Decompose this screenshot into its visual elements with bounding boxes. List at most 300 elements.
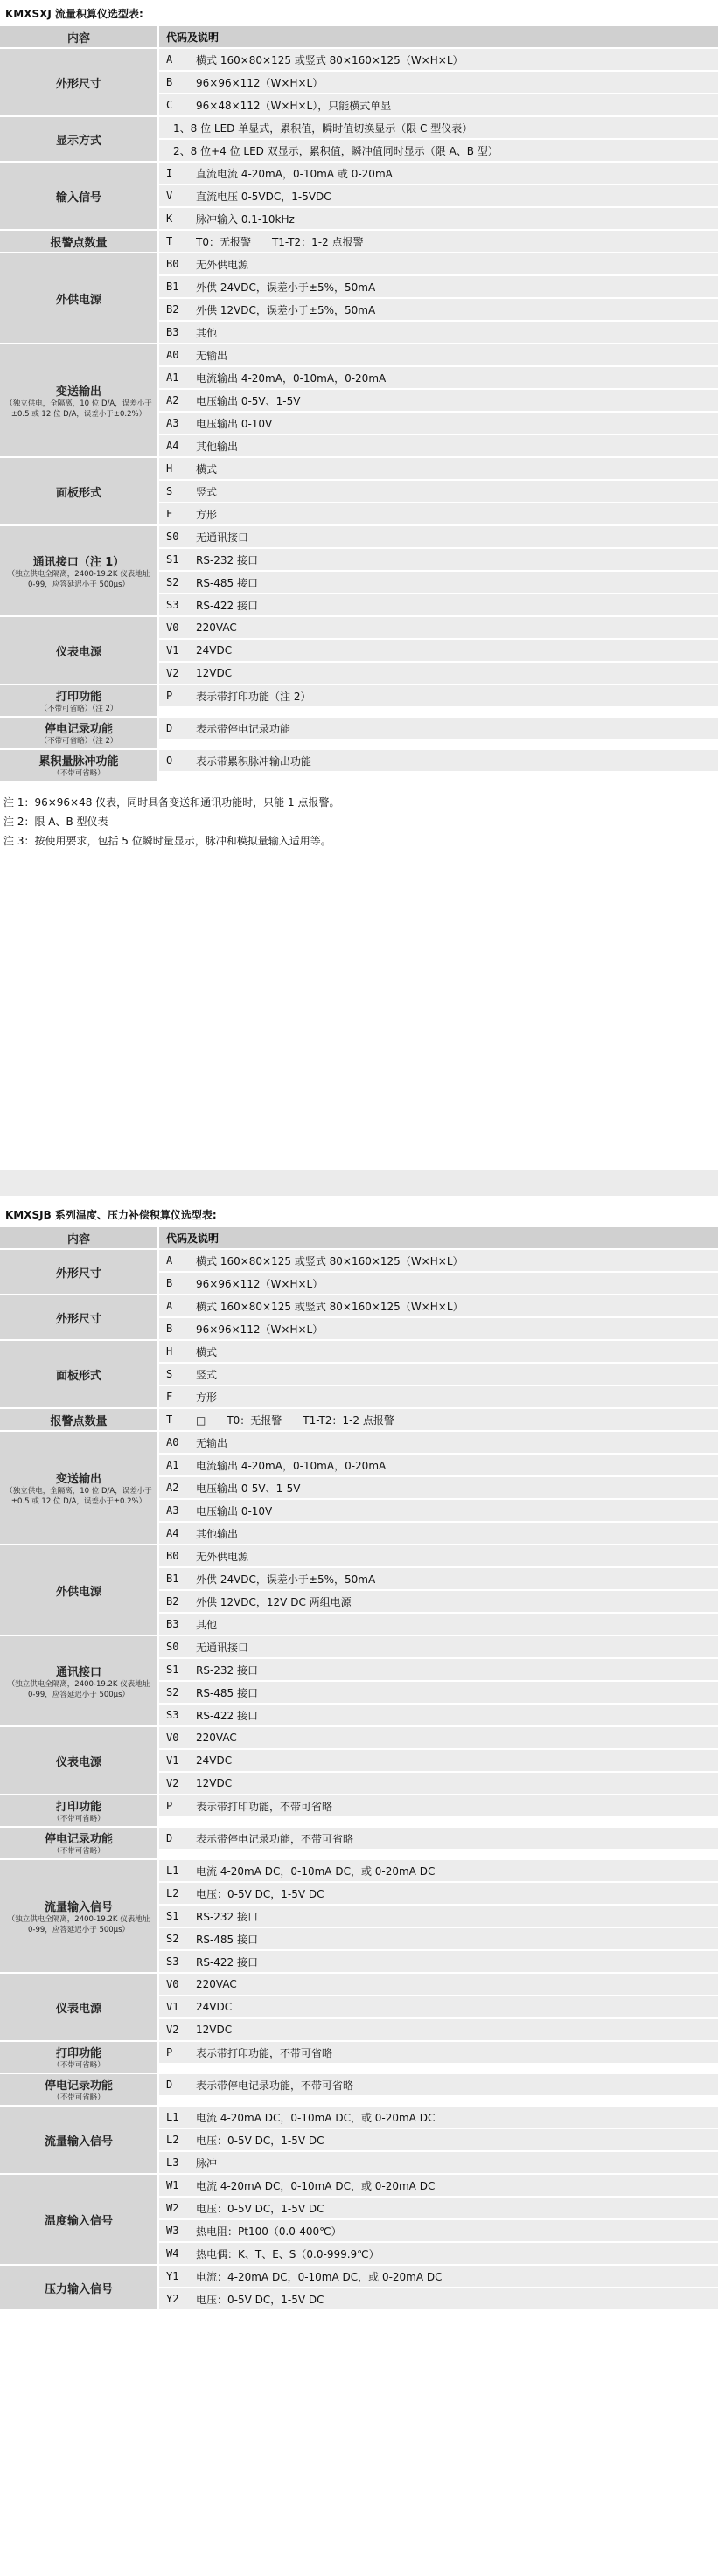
row-label-text: 仪表电源 <box>55 1755 101 1769</box>
option-text: 表示带停电记录功能，不带可省略 <box>196 1832 354 1845</box>
option-item <box>159 1883 718 1906</box>
table2-section <box>0 1205 718 2311</box>
table-row <box>0 1727 718 1795</box>
row-label-text: 仪表电源 <box>55 645 101 659</box>
option-code: S <box>166 485 173 497</box>
row-label <box>0 526 157 617</box>
option-item <box>159 1318 718 1341</box>
option-item <box>159 640 718 663</box>
option-text: RS-232 接口 <box>196 553 259 566</box>
option-code: S3 <box>166 599 179 611</box>
footnote: 注 2：限 A、B 型仪表 <box>3 816 108 828</box>
option-text: 其他输出 <box>196 1527 239 1540</box>
option-code: B2 <box>166 1595 179 1607</box>
footnote: 注 3：按使用要求，包括 5 位瞬时量显示，脉冲和模拟量输入适用等。 <box>3 835 331 847</box>
option-text: 电流 4-20mA DC，0-10mA DC，或 0-20mA DC <box>196 2111 436 2124</box>
row-label <box>0 458 157 526</box>
row-label-note: （不带可省略） <box>52 1847 105 1856</box>
option-item <box>159 413 718 435</box>
table-row <box>0 1409 718 1432</box>
table-row <box>0 1828 718 1860</box>
table-row <box>0 2042 718 2074</box>
option-text: 96×96×112（W×H×L） <box>196 1323 324 1336</box>
option-item <box>159 2266 718 2288</box>
option-item <box>159 253 718 276</box>
option-text: 220VAC <box>196 1732 237 1744</box>
option-text: 直流电压 0-5VDC，1-5VDC <box>196 190 331 203</box>
option-code: S1 <box>166 1663 179 1676</box>
option-item <box>159 1432 718 1455</box>
option-text: □ T0：无报警 T1-T2：1-2 点报警 <box>196 1413 394 1427</box>
row-label-text: 停电记录功能 <box>44 1833 113 1846</box>
table2-header-label: 内容 <box>0 1227 157 1250</box>
option-code: S1 <box>166 553 179 566</box>
table1 <box>0 24 718 782</box>
option-item <box>159 1828 718 1850</box>
table-row <box>0 49 718 117</box>
row-label-text: 停电记录功能 <box>44 723 113 736</box>
option-code: A4 <box>166 440 179 452</box>
row-label-text: 变送输出 <box>55 1472 101 1486</box>
option-text: 表示带停电记录功能 <box>196 722 291 735</box>
option-item <box>159 1750 718 1773</box>
option-code: V0 <box>166 1732 179 1744</box>
option-code: H <box>166 1345 173 1357</box>
option-code: I <box>166 167 173 179</box>
option-item <box>159 1682 718 1705</box>
option-code: A2 <box>166 1482 179 1494</box>
row-label <box>0 1974 157 2042</box>
option-code: V2 <box>166 667 179 679</box>
row-label-text: 外供电源 <box>55 1585 101 1599</box>
table-row <box>0 2107 718 2175</box>
option-item <box>159 1500 718 1523</box>
option-item <box>159 1364 718 1386</box>
option-item <box>159 1974 718 1996</box>
option-code: L3 <box>166 2156 179 2169</box>
option-item <box>159 2129 718 2152</box>
option-code: B2 <box>166 303 179 316</box>
option-text: 96×96×112（W×H×L） <box>196 1277 324 1290</box>
option-code: K <box>166 212 173 225</box>
option-text: 24VDC <box>196 2001 233 2013</box>
option-code: D <box>166 1832 173 1844</box>
option-item <box>159 1951 718 1974</box>
option-text: RS-232 接口 <box>196 1663 259 1677</box>
option-text: 12VDC <box>196 1777 233 1789</box>
option-text: 电压输出 0-10V <box>196 1504 273 1517</box>
option-code: T <box>166 235 173 247</box>
option-code: F <box>166 508 173 520</box>
row-label <box>0 163 157 231</box>
table-row <box>0 1250 718 1295</box>
option-text: 电压：0-5V DC，1-5V DC <box>196 2202 324 2215</box>
option-item <box>159 2152 718 2175</box>
option-item <box>159 1659 718 1682</box>
option-text: 外供 24VDC，误差小于±5%，50mA <box>196 281 376 294</box>
option-item <box>159 117 718 140</box>
table2-header-desc: 代码及说明 <box>159 1227 718 1250</box>
option-text: 220VAC <box>196 621 237 634</box>
option-code: C <box>166 99 173 111</box>
option-text: 电流输出 4-20mA，0-10mA，0-20mA <box>196 1459 387 1472</box>
row-label-text: 外供电源 <box>55 293 101 307</box>
option-text: T0：无报警 T1-T2：1-2 点报警 <box>196 235 364 248</box>
option-item <box>159 1795 718 1818</box>
row-label-text: 变送输出 <box>55 385 101 399</box>
option-code: W2 <box>166 2202 179 2214</box>
option-text: RS-485 接口 <box>196 576 259 589</box>
option-text: 方形 <box>196 1391 218 1404</box>
option-item <box>159 1906 718 1928</box>
row-label <box>0 2266 157 2311</box>
option-text: 电流 4-20mA DC，0-10mA DC，或 0-20mA DC <box>196 2179 436 2192</box>
option-text: 脉冲输入 0.1-10kHz <box>196 212 295 226</box>
table-row <box>0 163 718 231</box>
option-item <box>159 2288 718 2311</box>
option-code: H <box>166 462 173 475</box>
option-item <box>159 94 718 117</box>
row-label-note: （不带可省略）（注 2） <box>39 737 118 746</box>
row-label-note: （不带可省略） <box>52 1815 105 1823</box>
option-item <box>159 572 718 594</box>
row-label-text: 温度输入信号 <box>44 2214 113 2228</box>
row-label <box>0 1828 157 1860</box>
option-item <box>159 526 718 549</box>
table-row <box>0 253 718 344</box>
row-label-text: 通讯接口（注 1） <box>32 555 125 569</box>
option-item <box>159 1860 718 1883</box>
row-label-text: 打印功能 <box>55 691 101 704</box>
option-code: V1 <box>166 1754 179 1767</box>
row-label <box>0 1295 157 1341</box>
option-item <box>159 1341 718 1364</box>
option-text: 外供 12VDC，误差小于±5%，50mA <box>196 303 376 316</box>
row-label <box>0 344 157 458</box>
table-row <box>0 1432 718 1545</box>
option-code: A3 <box>166 1504 179 1517</box>
option-text: 直流电流 4-20mA，0-10mA 或 0-20mA <box>196 167 393 180</box>
option-code: P <box>166 1800 173 1812</box>
option-code: A4 <box>166 1527 179 1539</box>
option-code: B <box>166 1277 173 1289</box>
row-label <box>0 1727 157 1795</box>
section-divider <box>0 1170 718 1196</box>
table-row <box>0 1295 718 1341</box>
option-text: 无外供电源 <box>196 258 249 271</box>
option-item <box>159 685 718 708</box>
option-code: A <box>166 1254 173 1267</box>
option-text: 无输出 <box>196 1436 228 1449</box>
table-row <box>0 718 718 750</box>
option-code: Y2 <box>166 2293 179 2305</box>
option-text: 电流：4-20mA DC，0-10mA DC，或 0-20mA DC <box>196 2270 443 2283</box>
option-text: 表示带打印功能，不带可省略 <box>196 2046 333 2059</box>
option-item <box>159 2175 718 2198</box>
option-code: V1 <box>166 2001 179 2013</box>
option-code: A0 <box>166 1436 179 1448</box>
option-text: 横式 160×80×125 或竖式 80×160×125（W×H×L） <box>196 1254 464 1267</box>
option-code: L2 <box>166 2134 179 2146</box>
option-text: 无通讯接口 <box>196 531 249 544</box>
option-item <box>159 2074 718 2097</box>
option-code: W3 <box>166 2225 179 2237</box>
row-label <box>0 718 157 750</box>
row-label-text: 面板形式 <box>55 1369 101 1383</box>
option-item <box>159 458 718 481</box>
option-code: L1 <box>166 1864 179 1877</box>
option-text: RS-422 接口 <box>196 1709 259 1722</box>
option-text: 表示带打印功能（注 2） <box>196 690 311 703</box>
table-row <box>0 750 718 782</box>
option-code: A0 <box>166 349 179 361</box>
option-code: S1 <box>166 1910 179 1922</box>
row-label-text: 输入信号 <box>55 191 101 205</box>
option-text: 横式 160×80×125 或竖式 80×160×125（W×H×L） <box>196 53 464 66</box>
option-text: 表示带累积脉冲输出功能 <box>196 754 312 767</box>
option-code: W4 <box>166 2247 179 2260</box>
option-code: D <box>166 722 173 734</box>
option-text: RS-232 接口 <box>196 1910 259 1923</box>
option-item <box>159 1545 718 1568</box>
option-code: V1 <box>166 644 179 656</box>
option-code: A3 <box>166 417 179 429</box>
row-label <box>0 1636 157 1727</box>
option-item <box>159 2107 718 2129</box>
option-code: B1 <box>166 1573 179 1585</box>
option-code: P <box>166 690 173 702</box>
option-item <box>159 1250 718 1273</box>
option-item <box>159 2198 718 2220</box>
option-code: S <box>166 1368 173 1380</box>
option-item <box>159 299 718 322</box>
row-label-note: （独立供电，全隔离，10 位 D/A，误差小于±0.5 或 12 位 D/A，误差小于±0.2%） <box>5 1486 152 1506</box>
table-row <box>0 685 718 718</box>
row-label <box>0 117 157 163</box>
option-code: B0 <box>166 258 179 270</box>
option-item <box>159 617 718 640</box>
option-text: 2、8 位+4 位 LED 双显示，累积值，瞬冲值同时显示（限 A、B 型） <box>173 144 498 157</box>
option-text: 无通讯接口 <box>196 1641 249 1654</box>
row-label <box>0 231 157 253</box>
option-item <box>159 140 718 163</box>
option-item <box>159 1409 718 1432</box>
row-label-text: 通讯接口 <box>55 1665 101 1679</box>
table2-title: KMXSJB 系列温度、压力补偿积算仪选型表: <box>5 1209 217 1221</box>
option-text: 其他输出 <box>196 440 239 453</box>
option-item <box>159 49 718 72</box>
option-text: 12VDC <box>196 2024 233 2036</box>
row-label-note: （不带可省略）（注 2） <box>39 705 118 713</box>
option-item <box>159 390 718 413</box>
option-item <box>159 322 718 344</box>
option-item <box>159 1295 718 1318</box>
option-text: 其他 <box>196 326 218 339</box>
option-text: 电压输出 0-5V、1-5V <box>196 1482 301 1495</box>
row-label <box>0 1409 157 1432</box>
option-text: 竖式 <box>196 1368 218 1381</box>
option-item <box>159 344 718 367</box>
row-label-text: 外形尺寸 <box>55 77 101 91</box>
option-item <box>159 594 718 617</box>
option-item <box>159 1455 718 1477</box>
option-code: S0 <box>166 1641 179 1653</box>
row-label-text: 外形尺寸 <box>55 1267 101 1281</box>
row-label <box>0 2074 157 2107</box>
row-label-text: 流量输入信号 <box>44 1900 113 1914</box>
row-label-note: （独立供电全隔离，2400-19.2K 仪表地址 0-99，应答延迟小于 500μs） <box>7 1914 150 1934</box>
table-row <box>0 1545 718 1636</box>
option-item <box>159 72 718 94</box>
option-code: V2 <box>166 1777 179 1789</box>
row-label-note: （独立供电全隔离，2400-19.2K 仪表地址 0-99，应答延迟小于 500μs） <box>7 1679 150 1699</box>
table-row <box>0 1795 718 1828</box>
option-code: A <box>166 1300 173 1312</box>
option-code: L1 <box>166 2111 179 2123</box>
option-item <box>159 503 718 526</box>
option-item <box>159 2220 718 2243</box>
table-row <box>0 526 718 617</box>
row-label-note: （独立供电，全隔离，10 位 D/A，误差小于±0.5 或 12 位 D/A，误差小于±0.2%） <box>5 399 152 419</box>
option-code: D <box>166 2079 173 2091</box>
option-text: RS-485 接口 <box>196 1933 259 1946</box>
option-code: S0 <box>166 531 179 543</box>
option-code: S2 <box>166 1686 179 1698</box>
row-label-text: 外形尺寸 <box>55 1312 101 1326</box>
row-label-text: 显示方式 <box>55 134 101 148</box>
option-text: RS-422 接口 <box>196 599 259 612</box>
option-item <box>159 2042 718 2065</box>
row-label <box>0 253 157 344</box>
option-text: 表示带打印功能，不带可省略 <box>196 1800 333 1813</box>
row-label <box>0 1860 157 1974</box>
row-label-text: 停电记录功能 <box>44 2080 113 2093</box>
option-code: V0 <box>166 1978 179 1990</box>
option-text: 12VDC <box>196 667 233 679</box>
row-label <box>0 1545 157 1636</box>
row-label <box>0 1341 157 1409</box>
table-row <box>0 231 718 253</box>
option-code: P <box>166 2046 173 2059</box>
row-label-text: 打印功能 <box>55 2047 101 2060</box>
row-label-text: 仪表电源 <box>55 2002 101 2016</box>
option-item <box>159 1773 718 1795</box>
option-code: S3 <box>166 1709 179 1721</box>
table-row <box>0 1974 718 2042</box>
row-label-text: 面板形式 <box>55 486 101 500</box>
table1-section <box>0 3 718 851</box>
option-item <box>159 718 718 740</box>
option-item <box>159 231 718 253</box>
option-text: 24VDC <box>196 1754 233 1767</box>
option-code: V2 <box>166 2024 179 2036</box>
option-code: A2 <box>166 394 179 406</box>
row-label <box>0 49 157 117</box>
table1-header-desc: 代码及说明 <box>159 26 718 49</box>
option-item <box>159 1996 718 2019</box>
option-code: A1 <box>166 371 179 384</box>
option-code: S2 <box>166 1933 179 1945</box>
row-label-text: 累积量脉冲功能 <box>38 755 119 768</box>
option-code: T <box>166 1413 173 1426</box>
option-code: V <box>166 190 173 202</box>
table2 <box>0 1226 718 2311</box>
table2-header-row <box>0 1227 718 1250</box>
option-text: 96×96×112（W×H×L） <box>196 76 324 89</box>
option-code: S2 <box>166 576 179 588</box>
option-text: 电压：0-5V DC，1-5V DC <box>196 1887 324 1900</box>
option-text: 脉冲 <box>196 2156 218 2170</box>
option-text: 电压输出 0-5V、1-5V <box>196 394 301 407</box>
option-item <box>159 549 718 572</box>
table1-title: KMXSXJ 流量积算仪选型表: <box>5 8 143 20</box>
option-item <box>159 276 718 299</box>
row-label-note: （不带可省略） <box>52 2061 105 2070</box>
option-text: 热电偶：K、T、E、S（0.0-999.9℃） <box>196 2247 380 2260</box>
option-item <box>159 1636 718 1659</box>
table1-notes <box>0 793 718 851</box>
option-item <box>159 1523 718 1545</box>
option-text: 外供 24VDC，误差小于±5%，50mA <box>196 1573 376 1586</box>
option-code: B <box>166 76 173 88</box>
table-row <box>0 458 718 526</box>
option-item <box>159 1386 718 1409</box>
option-item <box>159 1705 718 1727</box>
option-text: 热电阻：Pt100（0.0-400℃） <box>196 2225 342 2238</box>
option-code: S3 <box>166 1955 179 1968</box>
option-code: V0 <box>166 621 179 634</box>
option-item <box>159 1591 718 1614</box>
table-row <box>0 2266 718 2311</box>
table-row <box>0 344 718 458</box>
option-text: 电压：0-5V DC，1-5V DC <box>196 2293 324 2306</box>
option-text: 电压输出 0-10V <box>196 417 273 430</box>
row-label-text: 报警点数量 <box>50 236 108 250</box>
row-label-note: （不带可省略） <box>52 769 105 778</box>
option-item <box>159 1727 718 1750</box>
option-text: 电流 4-20mA DC，0-10mA DC，或 0-20mA DC <box>196 1864 436 1878</box>
option-item <box>159 2243 718 2266</box>
option-item <box>159 1477 718 1500</box>
option-code: L2 <box>166 1887 179 1899</box>
table-row <box>0 2074 718 2107</box>
option-code: B0 <box>166 1550 179 1562</box>
option-code: Y1 <box>166 2270 179 2282</box>
option-item <box>159 2019 718 2042</box>
table-row <box>0 1860 718 1974</box>
row-label <box>0 2107 157 2175</box>
option-text: 无外供电源 <box>196 1550 249 1563</box>
footnote: 注 1：96×96×48 仪表，同时具备变送和通讯功能时，只能 1 点报警。 <box>3 796 340 809</box>
option-code: B1 <box>166 281 179 293</box>
option-code: B <box>166 1323 173 1335</box>
row-label <box>0 2042 157 2074</box>
option-item <box>159 185 718 208</box>
option-item <box>159 163 718 185</box>
option-item <box>159 1614 718 1636</box>
option-text: 方形 <box>196 508 218 521</box>
table1-header-row <box>0 26 718 49</box>
option-text: 无输出 <box>196 349 228 362</box>
table-row <box>0 2175 718 2266</box>
row-label <box>0 2175 157 2266</box>
option-text: 1、8 位 LED 单显式，累积值，瞬时值切换显示（限 C 型仪表） <box>173 122 473 135</box>
option-item <box>159 663 718 685</box>
option-item <box>159 435 718 458</box>
option-text: 电压：0-5V DC，1-5V DC <box>196 2134 324 2147</box>
option-item <box>159 750 718 773</box>
table-row <box>0 1341 718 1409</box>
